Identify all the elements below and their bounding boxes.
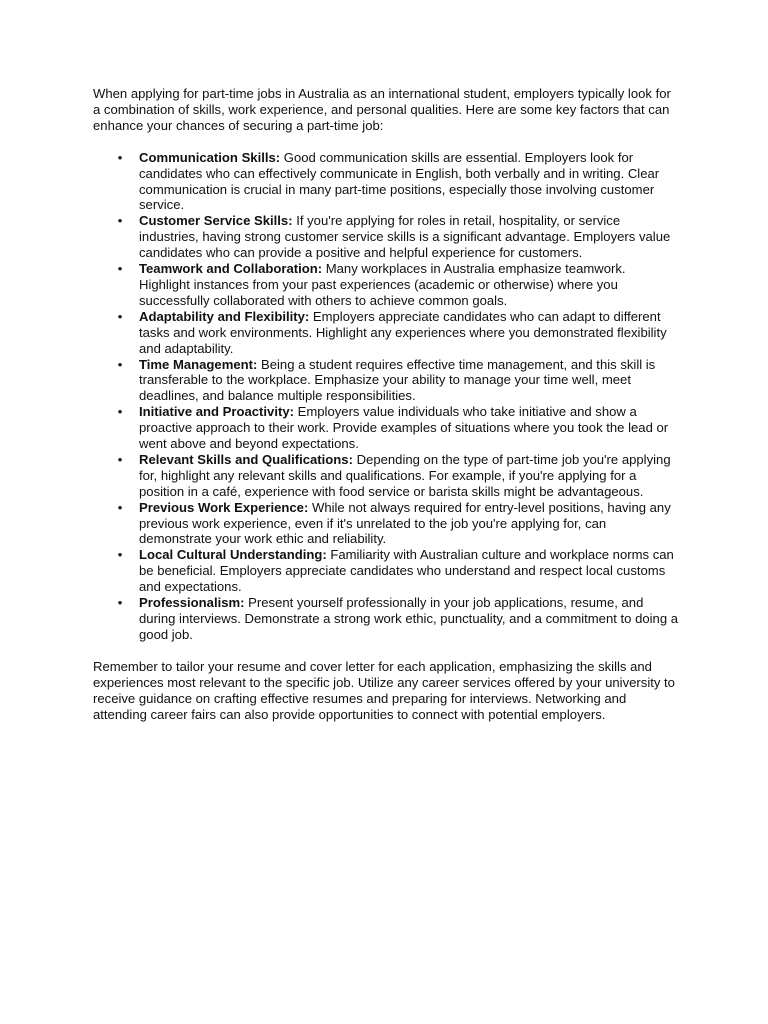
bullet-icon: • (117, 356, 123, 372)
item-text: Being a student requires effective time management, and this skill is transferable to the workplace. Emphasize your ability to manage your time well, meet deadlines, and balance multiple responsibilities. (139, 356, 656, 404)
bullet-icon: • (117, 451, 123, 467)
key-factors-list (93, 150, 679, 643)
list-item (93, 357, 679, 405)
item-term: Previous Work Experience: (139, 499, 309, 515)
list-item (93, 595, 679, 643)
item-text: Familiarity with Australian culture and workplace norms can be beneficial. Employers appreciate candidates who understand and respect local customs and expectations. (139, 547, 674, 595)
item-text: Employers appreciate candidates who can adapt to different tasks and work environments. Highlight any experiences where you demonstrated flexibility and adaptability. (139, 308, 667, 356)
list-item (93, 150, 679, 214)
list-item (93, 309, 679, 357)
item-text: While not always required for entry-level positions, having any previous work experience, even if it's unrelated to the job you're applying for, can demonstrate your work ethic and reliability. (139, 499, 671, 547)
closing-paragraph: Remember to tailor your resume and cover letter for each application, emphasizing the skills and experiences most relevant to the specific job. Utilize any career services offered by your university to receive guidance on crafting effective resumes and preparing for interviews. Networking and attending career fairs can also provide opportunities to connect with potential employers. (93, 658, 675, 722)
item-text: Depending on the type of part-time job you're applying for, highlight any relevant skills and qualifications. For example, if you're applying for a position in a café, experience with food service or barista skills might be advantageous. (139, 451, 671, 499)
bullet-icon: • (117, 308, 123, 324)
item-term: Teamwork and Collaboration: (139, 261, 323, 277)
item-term: Customer Service Skills: (139, 213, 293, 229)
item-term: Local Cultural Understanding: (139, 547, 327, 563)
item-text: Employers value individuals who take initiative and show a proactive approach to their work. Provide examples of situations where you took the lead or went above and beyond expectations. (139, 404, 669, 452)
bullet-icon: • (117, 261, 123, 277)
list-item (93, 404, 679, 452)
list-item (93, 452, 679, 500)
document-page (93, 86, 679, 722)
item-term: Time Management: (139, 356, 258, 372)
item-term: Relevant Skills and Qualifications: (139, 451, 353, 467)
item-term: Adaptability and Flexibility: (139, 308, 310, 324)
list-item (93, 547, 679, 595)
item-text: Good communication skills are essential. Employers look for candidates who can effectively communicate in English, both verbally and in writing. Clear communication is crucial in many part-time positions, especially those involving customer service. (139, 149, 660, 213)
item-text: If you're applying for roles in retail, hospitality, or service industries, having strong customer service skills is a significant advantage. Employers value candidates who can provide a positive and helpful experience for customers. (139, 213, 671, 261)
item-text: Many workplaces in Australia emphasize teamwork. Highlight instances from your past experiences (academic or otherwise) where you successfully collaborated with others to achieve common goals. (139, 261, 626, 308)
intro-paragraph: When applying for part-time jobs in Australia as an international student, employers typically look for a combination of skills, work experience, and personal qualities. Here are some key factors that can enhance your chances of securing a part-time job: (93, 86, 671, 133)
item-text: Present yourself professionally in your job applications, resume, and during interviews. Demonstrate a strong work ethic, punctuality, and a commitment to doing a good job. (139, 595, 679, 642)
item-term: Communication Skills: (139, 149, 281, 165)
bullet-icon: • (117, 499, 123, 515)
bullet-icon: • (117, 149, 123, 165)
bullet-icon: • (117, 404, 123, 420)
list-item (93, 213, 679, 261)
bullet-icon: • (117, 547, 123, 563)
bullet-icon: • (117, 213, 123, 229)
list-item (93, 261, 679, 309)
item-term: Professionalism: (139, 595, 245, 611)
item-term: Initiative and Proactivity: (139, 404, 294, 420)
list-item (93, 500, 679, 548)
bullet-icon: • (117, 595, 123, 611)
